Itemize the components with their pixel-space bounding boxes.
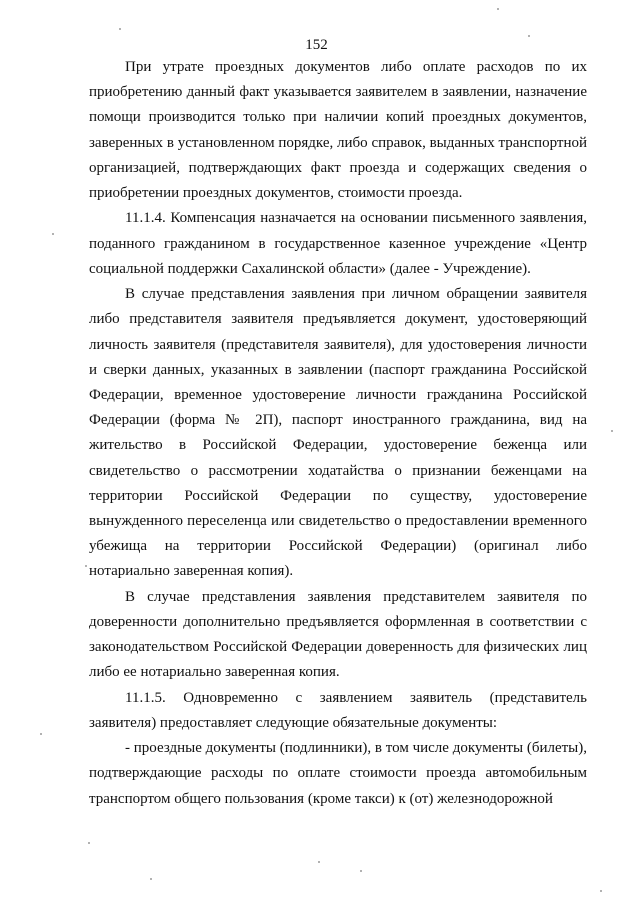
paragraph-power-of-attorney: В случае представления заявления представителем заявителя по доверенности дополнительно предъявляется оформленная в соответствии с законодательством Российской Федерации доверенность для физических лиц либо ее нотариально заверенная копия. <box>89 588 587 681</box>
scan-speck <box>85 565 87 567</box>
paragraph-personal-application: В случае представления заявления при личном обращении заявителя либо представителя заявителя предъявляется документ, удостоверяющий личность заявителя (представителя заявителя), для удостоверения личности и сверки данных, указанных в заявлении (паспорт гражданина Российской Федерации, временное удостоверение личности гражданина Российской Федерации (форма № 2П), паспорт иностранного гражданина, вид на жительство в Российской Федерации, удостоверение беженца или свидетельство о рассмотрении ходатайства о признании беженцами на территории Российской Федерации по существу, удостоверение вынужденного переселенца или свидетельство о предоставлении временного убежища на территории Российской Федерации) (оригинал либо нотариально заверенная копия). <box>89 286 587 580</box>
scan-speck <box>119 28 121 30</box>
page-number: 152 <box>305 37 328 53</box>
document-body <box>89 55 587 812</box>
paragraph-travel-documents: - проездные документы (подлинники), в том числе документы (билеты), подтверждающие расходы по оплате стоимости проезда автомобильным транспортом общего пользования (кроме такси) к (от) железнодорожной <box>89 740 587 807</box>
scan-speck <box>52 233 54 235</box>
paragraph-11-1-4: 11.1.4. Компенсация назначается на основании письменного заявления, поданного гражданином в государственное казенное учреждение «Центр социальной поддержки Сахалинской области» (далее - Учреждение). <box>89 210 587 277</box>
scan-speck <box>40 733 42 735</box>
scan-speck <box>528 35 530 37</box>
scan-speck <box>88 842 90 844</box>
paragraph-11-1-5: 11.1.5. Одновременно с заявлением заявитель (представитель заявителя) предоставляет следующие обязательные документы: <box>89 689 587 731</box>
scan-speck <box>611 430 613 432</box>
scan-speck <box>600 890 602 892</box>
scan-speck <box>150 878 152 880</box>
paragraph-lost-tickets: При утрате проездных документов либо оплате расходов по их приобретению данный факт указывается заявителем в заявлении, назначение помощи производится только при наличии копий проездных документов, заверенных в установленном порядке, либо справок, выданных транспортной организацией, подтверждающих факт проезда и содержащих сведения о приобретении проездных документов, стоимости проезда. <box>89 59 587 202</box>
scan-speck <box>318 861 320 863</box>
scan-speck <box>360 870 362 872</box>
scan-speck <box>497 8 499 10</box>
